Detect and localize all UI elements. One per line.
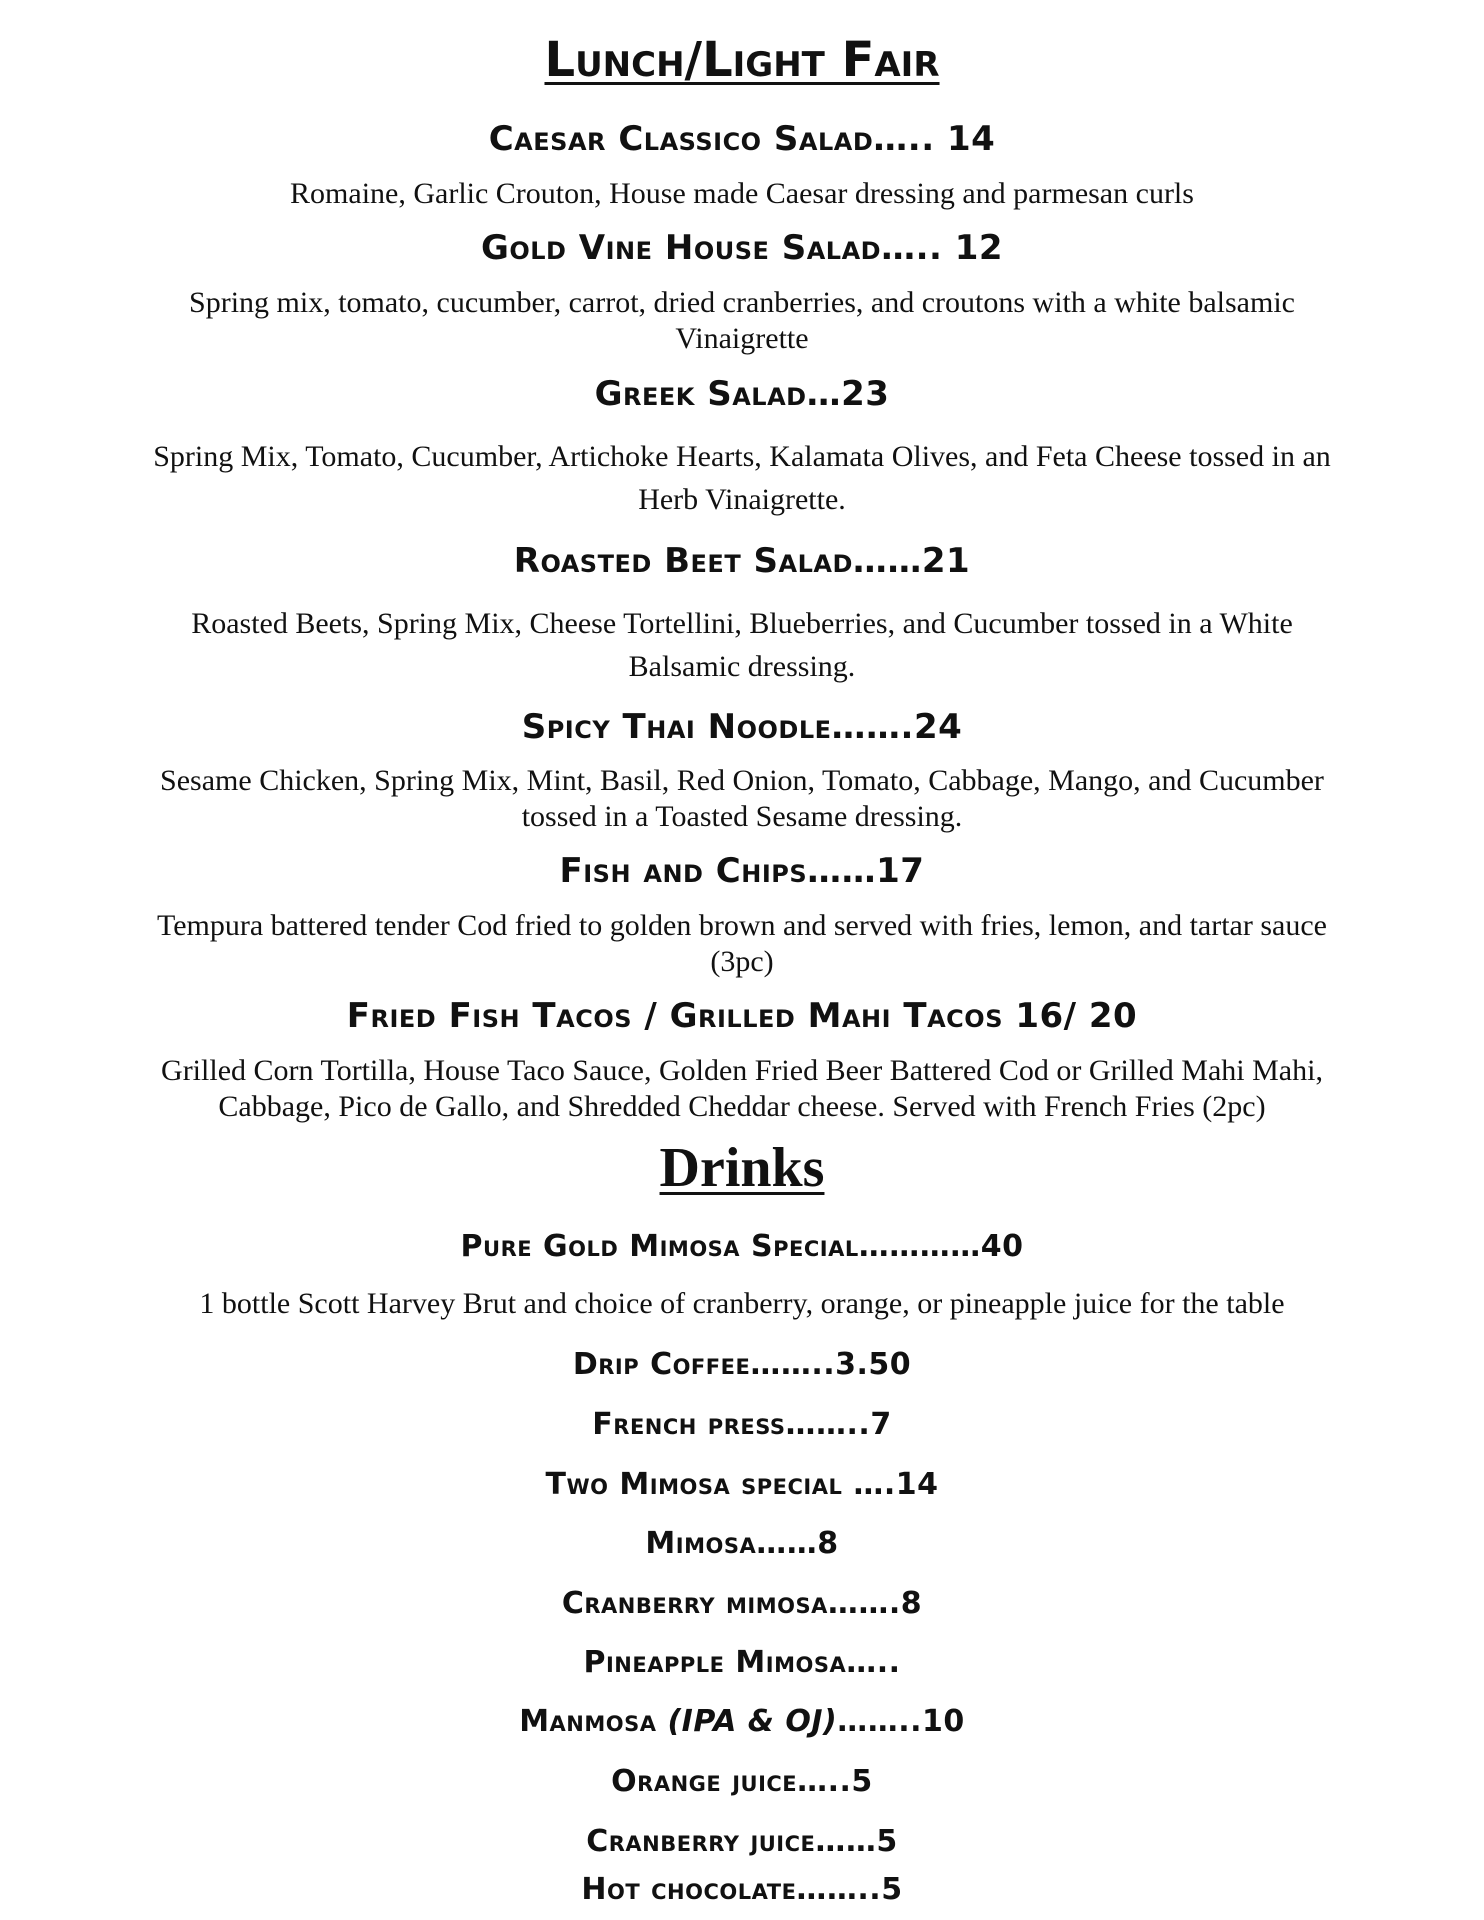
lunch-section-title: Lunch/Light Fair	[544, 32, 940, 88]
drink-item-pineapple-mimosa: Pineapple Mimosa…..	[583, 1645, 901, 1680]
drink-item-manmosa	[0, 1703, 1484, 1741]
menu-item-goldvine-desc: Spring mix, tomato, cucumber, carrot, dried cranberries, and croutons with a white balsamic	[189, 286, 1295, 319]
menu-item-greek-title: Greek Salad…23	[594, 374, 890, 414]
menu-item-goldvine-desc-2: Vinaigrette	[675, 322, 809, 355]
drink-item-cranberry-juice: Cranberry juice……5	[586, 1824, 898, 1859]
menu-item-greek-desc: Spring Mix, Tomato, Cucumber, Artichoke Hearts, Kalamata Olives, and Feta Cheese tossed in an	[153, 440, 1331, 473]
menu-item-fishchips-desc-2: (3pc)	[710, 945, 774, 978]
drink-item-two-mimosa: Two Mimosa special ….14	[545, 1467, 939, 1502]
drink-item-manmosa-note: (IPA & OJ)	[667, 1704, 838, 1739]
drink-item-drip-coffee: Drip Coffee……..3.50	[572, 1347, 912, 1382]
menu-item-caesar-title: Caesar Classico Salad….. 14	[488, 119, 996, 159]
drink-item-mimosa: Mimosa……8	[645, 1526, 839, 1561]
drink-special-desc: 1 bottle Scott Harvey Brut and choice of cranberry, orange, or pineapple juice for the table	[199, 1287, 1285, 1320]
menu-item-greek-desc-2: Herb Vinaigrette.	[638, 483, 846, 516]
menu-item-thai-desc-2: tossed in a Toasted Sesame dressing.	[521, 800, 963, 833]
drinks-section-title: Drinks	[659, 1137, 825, 1199]
menu-item-goldvine-title: Gold Vine House Salad….. 12	[480, 228, 1004, 268]
drink-item-manmosa-price: ……..10	[837, 1704, 965, 1739]
menu-item-tacos-desc-2: Cabbage, Pico de Gallo, and Shredded Cheddar cheese. Served with French Fries (2pc)	[218, 1090, 1266, 1123]
menu-item-thai-desc: Sesame Chicken, Spring Mix, Mint, Basil, Red Onion, Tomato, Cabbage, Mango, and Cucumber	[160, 764, 1324, 797]
drink-item-french-press: French press……..7	[592, 1407, 892, 1442]
menu-item-tacos-desc: Grilled Corn Tortilla, House Taco Sauce, Golden Fried Beer Battered Cod or Grilled Mahi Mahi,	[161, 1054, 1323, 1087]
drink-special-title: Pure Gold Mimosa Special…………40	[460, 1229, 1024, 1264]
drink-item-hot-chocolate: Hot chocolate……..5	[581, 1872, 903, 1907]
menu-item-fishchips-title: Fish and Chips……17	[559, 851, 925, 891]
menu-item-beet-desc: Roasted Beets, Spring Mix, Cheese Tortellini, Blueberries, and Cucumber tossed in a White	[191, 607, 1293, 640]
drink-item-cranberry-mimosa: Cranberry mimosa…….8	[561, 1586, 923, 1621]
drink-item-orange-juice: Orange juice…..5	[611, 1764, 873, 1799]
menu-item-beet-desc-2: Balsamic dressing.	[628, 650, 856, 683]
menu-item-fishchips-desc: Tempura battered tender Cod fried to golden brown and served with fries, lemon, and tartar sauce	[157, 909, 1327, 942]
menu-item-caesar-desc: Romaine, Garlic Crouton, House made Caesar dressing and parmesan curls	[290, 177, 1194, 210]
menu-item-tacos-title: Fried Fish Tacos / Grilled Mahi Tacos 16/ 20	[346, 996, 1138, 1036]
menu-item-thai-title: Spicy Thai Noodle…….24	[521, 707, 963, 747]
drink-item-manmosa-name: Manmosa	[519, 1704, 657, 1739]
menu-item-beet-title: Roasted Beet Salad……21	[513, 541, 971, 581]
